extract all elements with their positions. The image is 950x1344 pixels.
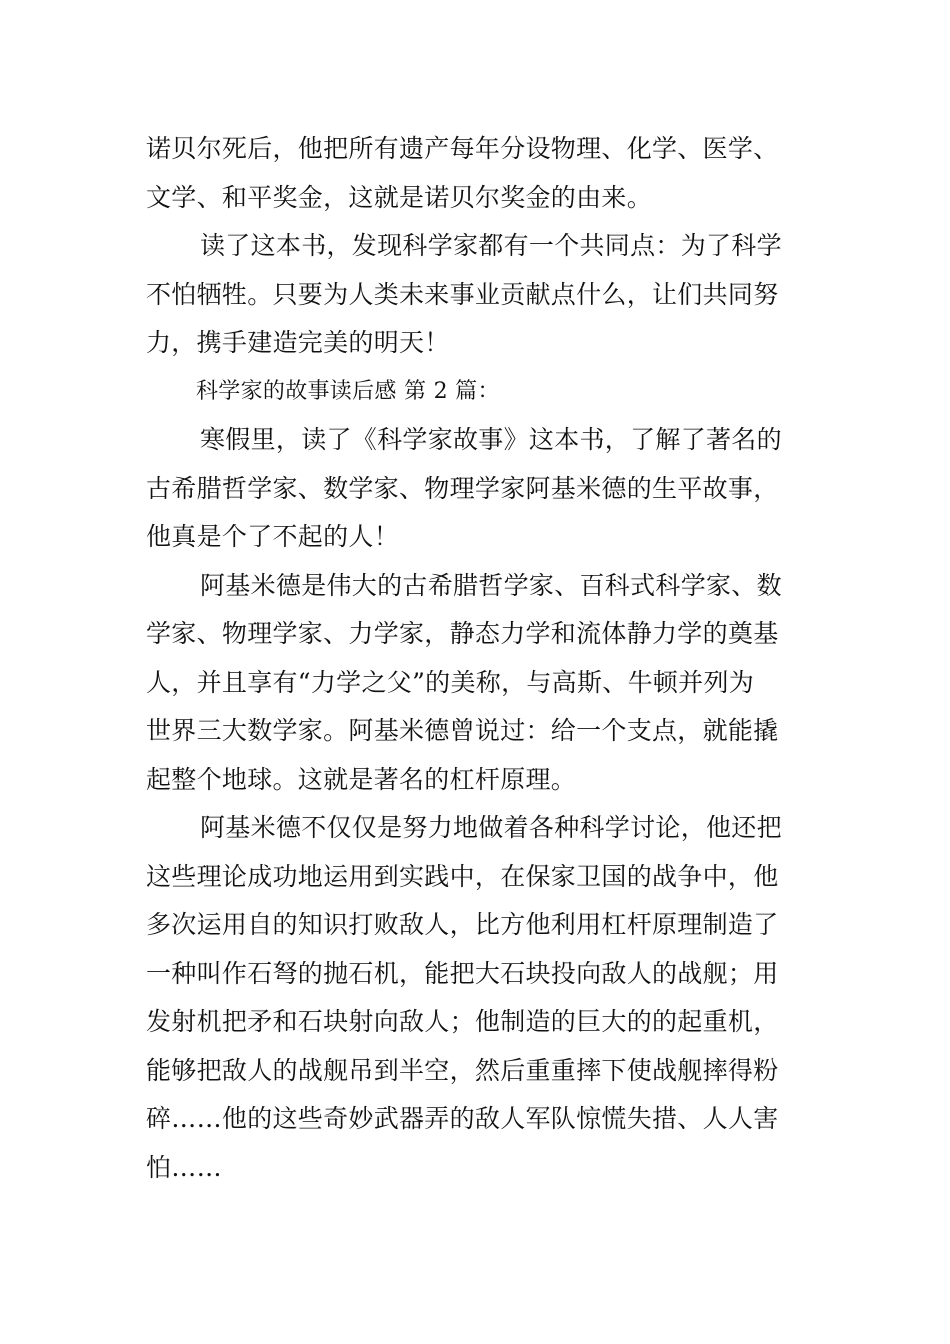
text-line: 人，并且享有“力学之父”的美称，与高斯、牛顿并列为 xyxy=(146,667,755,697)
text-line: 这些理论成功地运用到实践中，在保家卫国的战争中，他 xyxy=(146,861,779,891)
text-line: 一种叫作石弩的抛石机，能把大石块投向敌人的战舰；用 xyxy=(146,958,779,988)
text-line: 碎……他的这些奇妙武器弄的敌人军队惊慌失措、人人害 xyxy=(146,1104,779,1133)
text-line: 能够把敌人的战舰吊到半空，然后重重摔下使战舰摔得粉 xyxy=(146,1055,779,1085)
text-line: 发射机把矛和石块射向敌人；他制造的巨大的的起重机， xyxy=(146,1007,779,1036)
text-line: 阿基米德不仅仅是努力地做着各种科学讨论，他还把 xyxy=(200,813,782,842)
document-body xyxy=(146,125,806,1192)
text-line: 不怕牺牲。只要为人类未来事业贡献点什么，让们共同努 xyxy=(146,279,779,309)
text-line: 他真是个了不起的人！ xyxy=(146,522,400,551)
text-line: 多次运用自的知识打败敌人，比方他利用杠杆原理制造了 xyxy=(146,910,779,939)
text-line: 学家、物理学家、力学家，静态力学和流体静力学的奠基 xyxy=(146,619,779,648)
text-line: 古希腊哲学家、数学家、物理学家阿基米德的生平故事， xyxy=(146,473,779,503)
text-line: 文学、和平奖金，这就是诺贝尔奖金的由来。 xyxy=(146,182,653,212)
text-line: 怕…… xyxy=(146,1152,222,1182)
section-heading: 科学家的故事读后感 第 2 篇： xyxy=(196,378,500,404)
text-line: 起整个地球。这就是著名的杠杆原理。 xyxy=(146,764,577,794)
text-line: 力，携手建造完美的明天！ xyxy=(146,328,450,357)
text-line: 诺贝尔死后，他把所有遗产每年分设物理、化学、医学、 xyxy=(146,134,779,163)
text-line: 寒假里，读了《科学家故事》这本书，了解了著名的 xyxy=(200,425,782,454)
text-line: 世界三大数学家。阿基米德曾说过：给一个支点，就能撬 xyxy=(146,716,779,745)
text-line: 阿基米德是伟大的古希腊哲学家、百科式科学家、数 xyxy=(200,570,782,600)
text-line: 读了这本书，发现科学家都有一个共同点：为了科学 xyxy=(200,231,782,260)
